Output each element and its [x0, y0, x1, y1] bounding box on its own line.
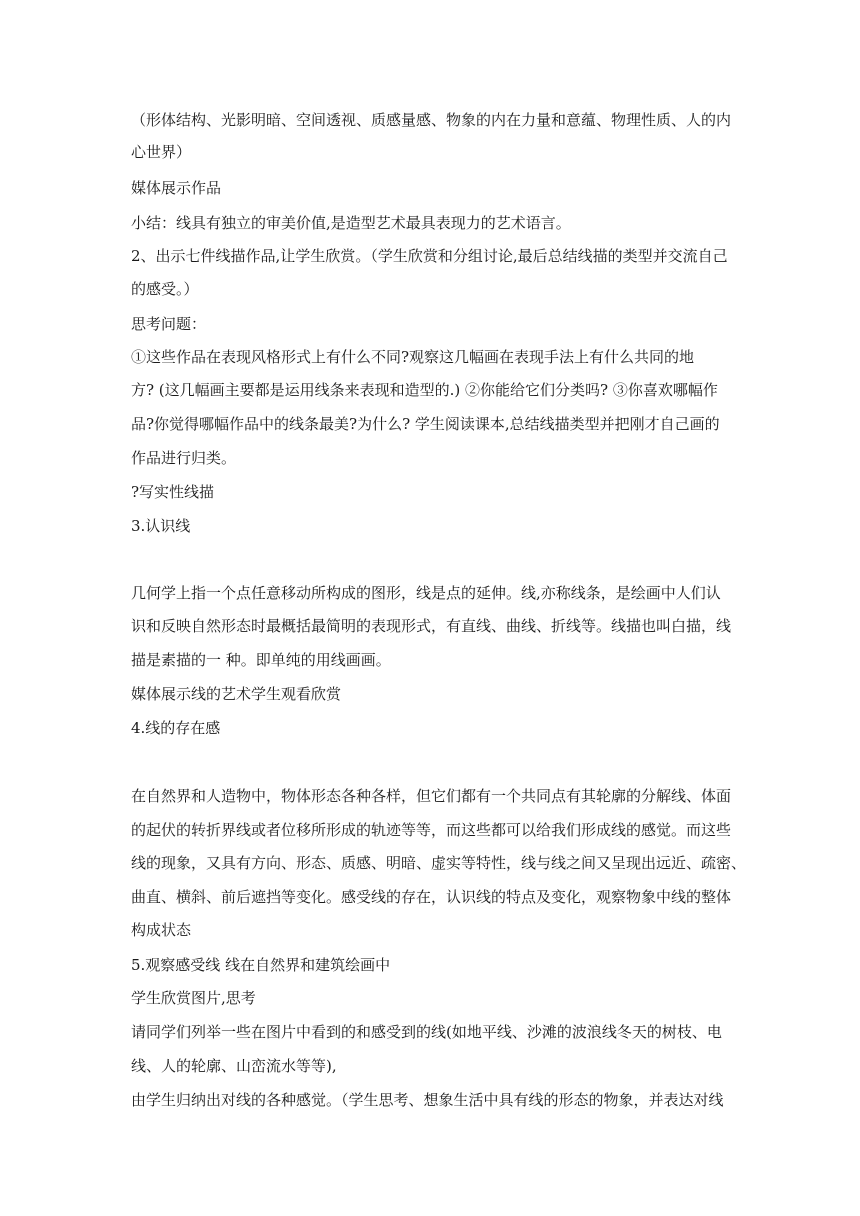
text-line: ?写实性线描	[131, 483, 215, 501]
text-line: 品?你觉得哪幅作品中的线条最美?为什么? 学生阅读课本,总结线描类型并把刚才自己画的	[131, 415, 720, 433]
text-line: 小结：线具有独立的审美价值,是造型艺术最具表现力的艺术语言。	[131, 214, 571, 232]
section-heading: 5.观察感受线 线在自然界和建筑绘画中	[131, 956, 391, 974]
text-line: 构成状态	[131, 921, 192, 939]
text-line: 在自然界和人造物中，物体形态各种各样，但它们都有一个共同点有其轮廓的分解线、体面	[131, 787, 732, 805]
section-heading: 4.线的存在感	[131, 719, 221, 737]
text-line: 几何学上指一个点任意移动所构成的图形，线是点的延伸。线,亦称线条，是绘画中人们认	[131, 584, 721, 602]
text-line: 由学生归纳出对线的各种感觉。（学生思考、想象生活中具有线的形态的物象，并表达对线	[131, 1091, 724, 1109]
text-line: 曲直、横斜、前后遮挡等变化。感受线的存在，认识线的特点及变化，观察物象中线的整体	[131, 888, 732, 906]
text-line: 请同学们列举一些在图片中看到的和感受到的线(如地平线、沙滩的波浪线冬天的树枝、电	[131, 1023, 722, 1041]
text-line: 作品进行归类。	[131, 449, 237, 467]
text-line: 线、人的轮廓、山峦流水等等),	[131, 1057, 337, 1075]
text-line: ①这些作品在表现风格形式上有什么不同?观察这几幅画在表现手法上有什么共同的地	[131, 348, 695, 366]
text-line: 思考问题：	[131, 315, 207, 333]
text-line: 线的现象，又具有方向、形态、质感、明暗、虚实等特性，线与线之间又呈现出远近、疏密、	[131, 854, 747, 872]
text-line: 的感受。）	[131, 280, 199, 298]
text-line: （形体结构、光影明暗、空间透视、质感量感、物象的内在力量和意蕴、物理性质、人的内	[131, 111, 732, 129]
text-line: 学生欣赏图片,思考	[131, 989, 256, 1007]
text-line: 媒体展示作品	[131, 179, 222, 197]
text-line: 方? (这几幅画主要都是运用线条来表现和造型的.) ②你能给它们分类吗? ③你喜欢哪幅作	[131, 381, 718, 399]
text-line: 描是素描的一 种。即单纯的用线画画。	[131, 651, 391, 669]
text-line: 的起伏的转折界线或者位移所形成的轨迹等等，而这些都可以给我们形成线的感觉。而这些	[131, 821, 732, 839]
text-line: 媒体展示线的艺术学生观看欣赏	[131, 685, 342, 703]
text-line: 2、出示七件线描作品,让学生欣赏。（学生欣赏和分组讨论,最后总结线描的类型并交流自己	[131, 247, 728, 265]
text-line: 识和反映自然形态时最概括最简明的表现形式，有直线、曲线、折线等。线描也叫白描，线	[131, 617, 732, 635]
text-line: 心世界）	[131, 143, 192, 161]
section-heading: 3.认识线	[131, 517, 191, 535]
